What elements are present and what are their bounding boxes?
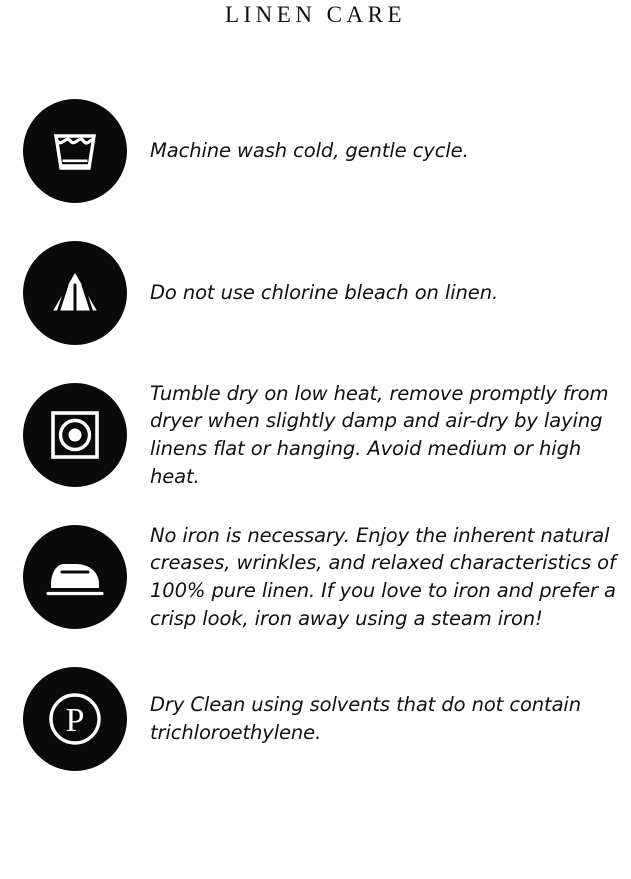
tumble-dry-icon (23, 383, 127, 487)
icon-cell (0, 667, 150, 771)
text-cell (150, 137, 631, 165)
care-instruction-text: Tumble dry on low heat, remove promptly from dryer when slightly damp and air-dry by laying linens flat or hanging. Avoid medium or high heat. (150, 381, 609, 488)
no-bleach-triangle-icon (23, 241, 127, 345)
care-instruction-text: Dry Clean using solvents that do not contain trichloroethylene. (150, 693, 582, 744)
page-title: LINEN CARE (224, 2, 407, 27)
icon-cell (0, 525, 150, 629)
svg-text:P: P (65, 702, 85, 739)
list-item (0, 222, 631, 364)
care-instruction-text: Machine wash cold, gentle cycle. (150, 139, 469, 163)
icon-cell (0, 383, 150, 487)
list-item (0, 506, 631, 648)
text-cell (150, 522, 631, 633)
dry-clean-p-circle-icon (23, 667, 127, 771)
care-instruction-text: Do not use chlorine bleach on linen. (150, 281, 499, 305)
list-item (0, 648, 631, 790)
icon-cell (0, 99, 150, 203)
icon-cell (0, 241, 150, 345)
text-cell (150, 279, 631, 307)
list-item (0, 364, 631, 506)
care-instruction-text: No iron is necessary. Enjoy the inherent natural creases, wrinkles, and relaxed characteristics of 100% pure linen. If you love to iron and prefer a crisp look, iron away using a steam iron! (150, 523, 616, 630)
text-cell (150, 380, 631, 491)
iron-icon (23, 525, 127, 629)
list-item (0, 80, 631, 222)
wash-tub-icon (23, 99, 127, 203)
care-instruction-list (0, 80, 631, 790)
text-cell (150, 691, 631, 746)
